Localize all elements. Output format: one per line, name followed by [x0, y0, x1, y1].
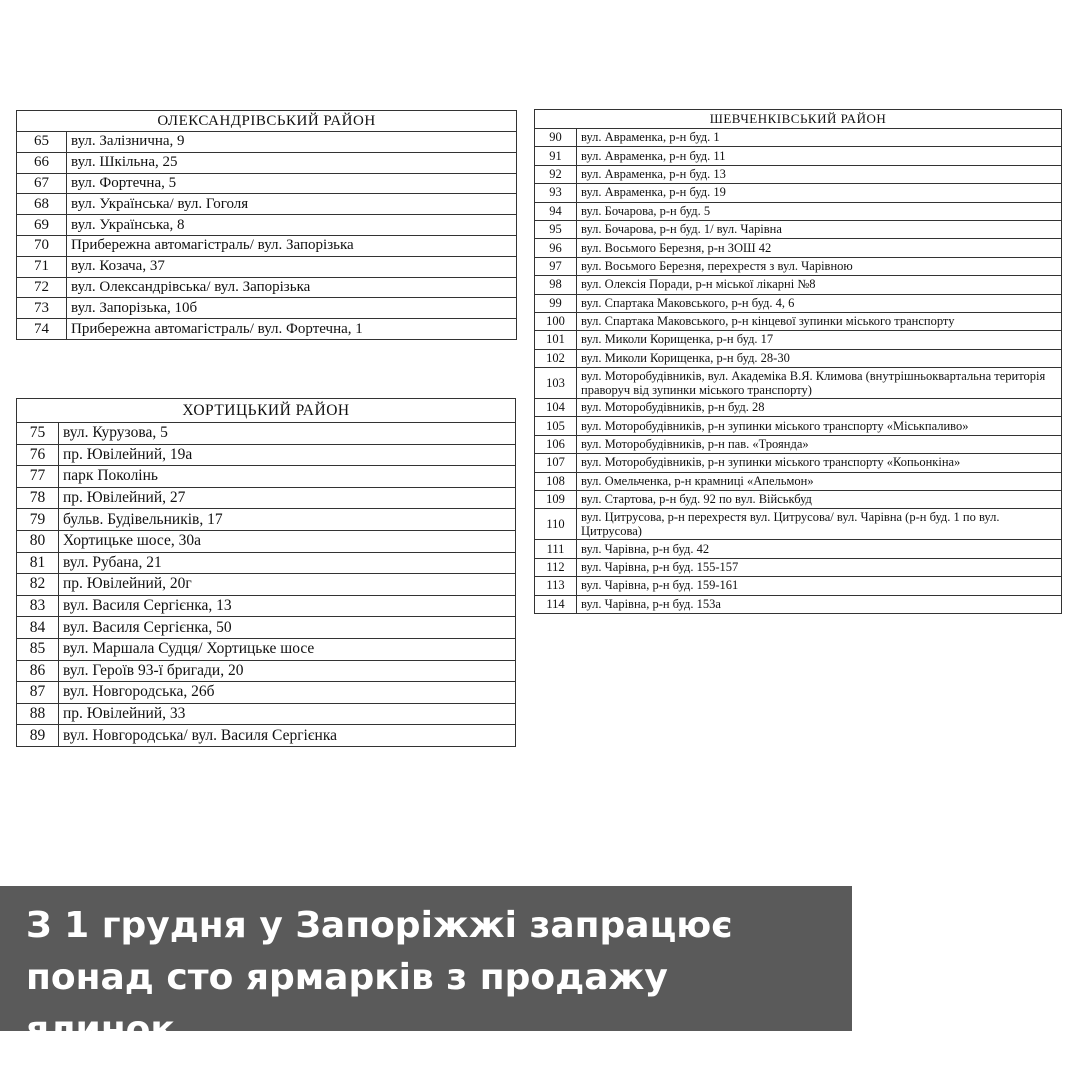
- row-address: вул. Українська, 8: [67, 215, 517, 236]
- row-number: 109: [535, 491, 577, 509]
- oleksandrivskyi-district-title: ОЛЕКСАНДРІВСЬКИЙ РАЙОН: [17, 111, 517, 132]
- row-address: вул. Авраменка, р-н буд. 19: [577, 184, 1062, 202]
- row-address: пр. Ювілейний, 19а: [59, 444, 516, 466]
- table-row: [535, 491, 1062, 509]
- row-address: вул. Олександрівська/ вул. Запорізька: [67, 277, 517, 298]
- table-row: [535, 472, 1062, 490]
- row-address: вул. Авраменка, р-н буд. 13: [577, 165, 1062, 183]
- row-address: бульв. Будівельників, 17: [59, 509, 516, 531]
- row-address: вул. Новгородська/ вул. Василя Сергієнка: [59, 725, 516, 747]
- row-address: вул. Спартака Маковського, р-н кінцевої зупинки міського транспорту: [577, 312, 1062, 330]
- row-number: 76: [17, 444, 59, 466]
- row-number: 105: [535, 417, 577, 435]
- table-row: [535, 399, 1062, 417]
- table-row: [17, 194, 517, 215]
- table-row: [535, 294, 1062, 312]
- row-address: вул. Миколи Корищенка, р-н буд. 28-30: [577, 349, 1062, 367]
- row-address: вул. Українська/ вул. Гоголя: [67, 194, 517, 215]
- table-row: [535, 349, 1062, 367]
- row-address: вул. Спартака Маковського, р-н буд. 4, 6: [577, 294, 1062, 312]
- row-number: 72: [17, 277, 67, 298]
- row-number: 91: [535, 147, 577, 165]
- row-address: пр. Ювілейний, 33: [59, 703, 516, 725]
- table-row: [17, 617, 516, 639]
- row-number: 67: [17, 173, 67, 194]
- row-address: вул. Моторобудівників, р-н зупинки міського транспорту «Міськпаливо»: [577, 417, 1062, 435]
- row-address: вул. Запорізька, 10б: [67, 298, 517, 319]
- row-address: вул. Шкільна, 25: [67, 152, 517, 173]
- row-number: 83: [17, 595, 59, 617]
- row-number: 78: [17, 487, 59, 509]
- table-row: [535, 165, 1062, 183]
- table-row: [535, 239, 1062, 257]
- table-row: [17, 574, 516, 596]
- row-number: 100: [535, 312, 577, 330]
- row-address: вул. Чарівна, р-н буд. 153а: [577, 595, 1062, 613]
- row-number: 80: [17, 530, 59, 552]
- row-address: вул. Стартова, р-н буд. 92 по вул. Військбуд: [577, 491, 1062, 509]
- row-number: 77: [17, 466, 59, 488]
- row-address: вул. Рубана, 21: [59, 552, 516, 574]
- table-row: [17, 132, 517, 153]
- table-row: [17, 682, 516, 704]
- row-address: вул. Миколи Корищенка, р-н буд. 17: [577, 331, 1062, 349]
- row-address: вул. Чарівна, р-н буд. 42: [577, 540, 1062, 558]
- row-address: вул. Олексія Поради, р-н міської лікарні №8: [577, 276, 1062, 294]
- row-number: 87: [17, 682, 59, 704]
- row-address: вул. Новгородська, 26б: [59, 682, 516, 704]
- row-number: 110: [535, 509, 577, 540]
- row-number: 82: [17, 574, 59, 596]
- table-row: [17, 235, 517, 256]
- shevchenkivskyi-district-title: ШЕВЧЕНКІВСЬКИЙ РАЙОН: [535, 110, 1062, 129]
- row-number: 74: [17, 319, 67, 340]
- row-address: вул. Маршала Судця/ Хортицьке шосе: [59, 638, 516, 660]
- row-number: 111: [535, 540, 577, 558]
- row-number: 81: [17, 552, 59, 574]
- row-address: вул. Василя Сергієнка, 13: [59, 595, 516, 617]
- row-number: 95: [535, 220, 577, 238]
- table-row: [535, 558, 1062, 576]
- row-number: 70: [17, 235, 67, 256]
- row-address: вул. Восьмого Березня, р-н ЗОШ 42: [577, 239, 1062, 257]
- table-row: [17, 277, 517, 298]
- table-row: [535, 147, 1062, 165]
- table-row: [535, 417, 1062, 435]
- table-row: [535, 312, 1062, 330]
- table-row: [535, 509, 1062, 540]
- table-row: [17, 595, 516, 617]
- table-row: [535, 257, 1062, 275]
- row-address: вул. Василя Сергієнка, 50: [59, 617, 516, 639]
- row-number: 107: [535, 454, 577, 472]
- table-row: [17, 552, 516, 574]
- table-row: [17, 703, 516, 725]
- row-number: 75: [17, 423, 59, 445]
- table-row: [17, 444, 516, 466]
- row-number: 102: [535, 349, 577, 367]
- table-row: [17, 298, 517, 319]
- table-row: [17, 173, 517, 194]
- table-row: [535, 577, 1062, 595]
- table-row: [535, 368, 1062, 399]
- table-row: [17, 319, 517, 340]
- row-number: 101: [535, 331, 577, 349]
- row-address: вул. Козача, 37: [67, 256, 517, 277]
- table-row: [535, 220, 1062, 238]
- row-address: вул. Моторобудівників, вул. Академіка В.Я. Климова (внутрішньоквартальна територія праворуч від зупинки міського транспорту): [577, 368, 1062, 399]
- row-number: 106: [535, 435, 577, 453]
- row-number: 108: [535, 472, 577, 490]
- row-number: 89: [17, 725, 59, 747]
- row-address: вул. Фортечна, 5: [67, 173, 517, 194]
- table-row: [17, 638, 516, 660]
- table-row: [17, 215, 517, 236]
- table-row: [535, 454, 1062, 472]
- table-row: [17, 466, 516, 488]
- row-number: 113: [535, 577, 577, 595]
- row-number: 73: [17, 298, 67, 319]
- table-row: [17, 152, 517, 173]
- row-number: 86: [17, 660, 59, 682]
- row-address: вул. Омельченка, р-н крамниці «Апельмон»: [577, 472, 1062, 490]
- row-address: пр. Ювілейний, 27: [59, 487, 516, 509]
- row-address: парк Поколінь: [59, 466, 516, 488]
- table-row: [17, 509, 516, 531]
- shevchenkivskyi-district-table: [534, 109, 1062, 614]
- row-number: 92: [535, 165, 577, 183]
- table-row: [535, 202, 1062, 220]
- table-row: [535, 331, 1062, 349]
- table-row: [535, 184, 1062, 202]
- row-number: 71: [17, 256, 67, 277]
- table-row: [17, 725, 516, 747]
- row-number: 84: [17, 617, 59, 639]
- row-number: 104: [535, 399, 577, 417]
- table-row: [535, 540, 1062, 558]
- khortytskyi-district-table: [16, 398, 516, 747]
- row-number: 114: [535, 595, 577, 613]
- table-row: [17, 487, 516, 509]
- table-row: [17, 423, 516, 445]
- row-address: Прибережна автомагістраль/ вул. Фортечна, 1: [67, 319, 517, 340]
- row-address: Хортицьке шосе, 30а: [59, 530, 516, 552]
- row-address: вул. Героїв 93-ї бригади, 20: [59, 660, 516, 682]
- row-address: вул. Цитрусова, р-н перехрестя вул. Цитрусова/ вул. Чарівна (р-н буд. 1 по вул. Цитрусова): [577, 509, 1062, 540]
- row-number: 65: [17, 132, 67, 153]
- row-address: вул. Моторобудівників, р-н буд. 28: [577, 399, 1062, 417]
- row-number: 96: [535, 239, 577, 257]
- row-number: 103: [535, 368, 577, 399]
- khortytskyi-district-title: ХОРТИЦЬКИЙ РАЙОН: [17, 399, 516, 423]
- row-address: вул. Авраменка, р-н буд. 11: [577, 147, 1062, 165]
- row-address: вул. Авраменка, р-н буд. 1: [577, 129, 1062, 147]
- row-address: вул. Восьмого Березня, перехрестя з вул. Чарівною: [577, 257, 1062, 275]
- row-address: вул. Чарівна, р-н буд. 155-157: [577, 558, 1062, 576]
- table-row: [535, 129, 1062, 147]
- row-address: вул. Моторобудівників, р-н зупинки міського транспорту «Копьонкіна»: [577, 454, 1062, 472]
- row-number: 69: [17, 215, 67, 236]
- row-number: 85: [17, 638, 59, 660]
- row-number: 112: [535, 558, 577, 576]
- row-address: вул. Чарівна, р-н буд. 159-161: [577, 577, 1062, 595]
- table-row: [535, 595, 1062, 613]
- table-row: [535, 435, 1062, 453]
- table-row: [535, 276, 1062, 294]
- row-address: вул. Бочарова, р-н буд. 1/ вул. Чарівна: [577, 220, 1062, 238]
- row-address: вул. Моторобудівників, р-н пав. «Троянда»: [577, 435, 1062, 453]
- row-number: 97: [535, 257, 577, 275]
- caption-headline: З 1 грудня у Запоріжжі запрацює понад сто ярмарків з продажу ялинок: [26, 905, 733, 1050]
- row-address: пр. Ювілейний, 20г: [59, 574, 516, 596]
- row-address: вул. Бочарова, р-н буд. 5: [577, 202, 1062, 220]
- row-number: 93: [535, 184, 577, 202]
- table-row: [17, 530, 516, 552]
- row-address: вул. Залізнична, 9: [67, 132, 517, 153]
- row-number: 94: [535, 202, 577, 220]
- row-address: вул. Курузова, 5: [59, 423, 516, 445]
- caption-banner: [0, 886, 852, 1050]
- row-number: 79: [17, 509, 59, 531]
- row-number: 68: [17, 194, 67, 215]
- oleksandrivskyi-district-table: [16, 110, 517, 340]
- row-number: 99: [535, 294, 577, 312]
- row-address: Прибережна автомагістраль/ вул. Запорізька: [67, 235, 517, 256]
- table-row: [17, 660, 516, 682]
- row-number: 88: [17, 703, 59, 725]
- table-row: [17, 256, 517, 277]
- row-number: 98: [535, 276, 577, 294]
- row-number: 66: [17, 152, 67, 173]
- row-number: 90: [535, 129, 577, 147]
